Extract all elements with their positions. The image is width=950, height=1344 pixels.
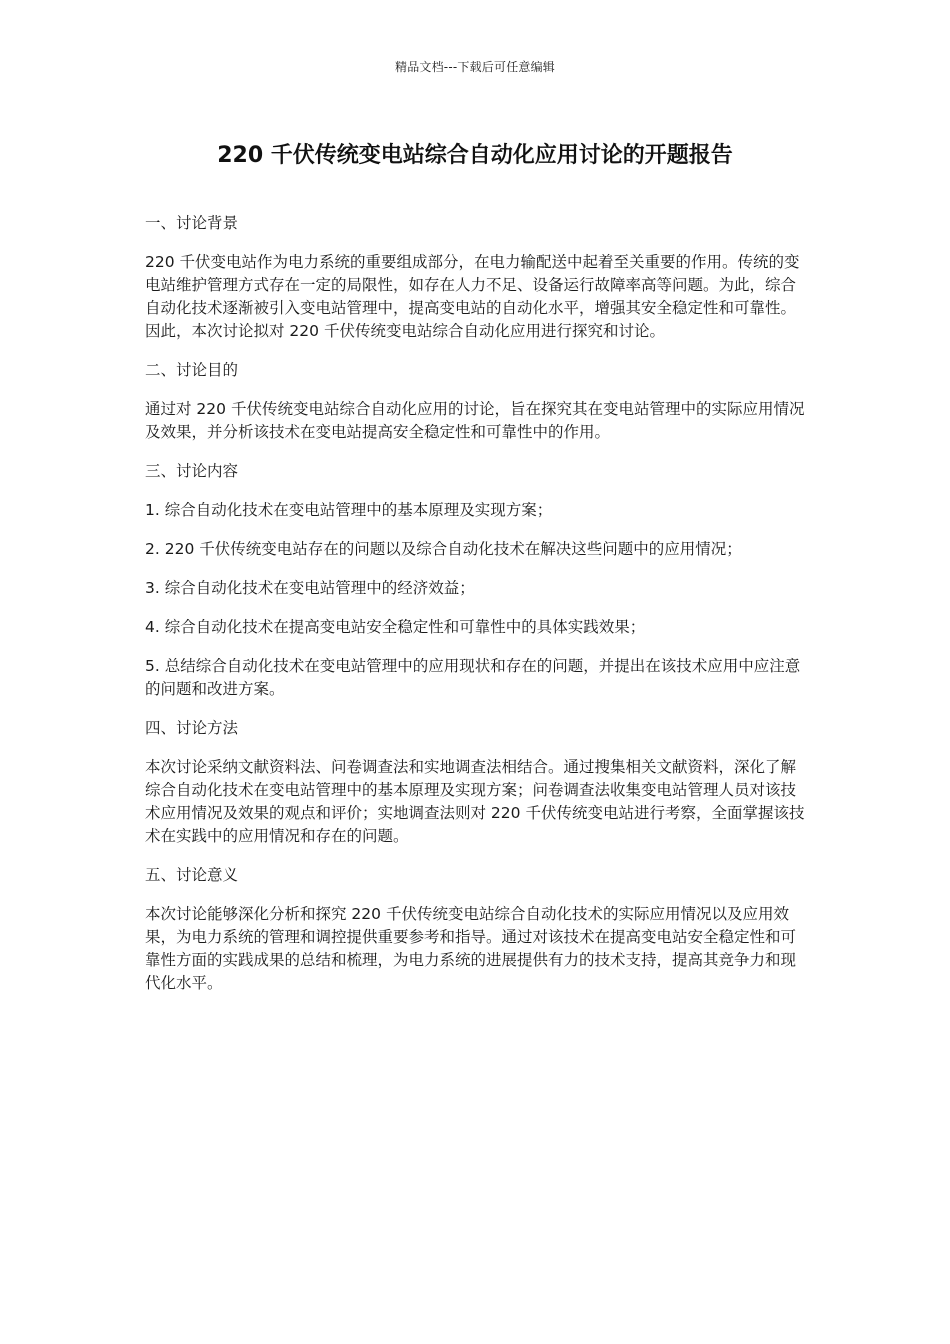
document-title: 220 千伏传统变电站综合自动化应用讨论的开题报告 [217,143,733,168]
section-heading-purpose: 二、讨论目的 [145,361,239,379]
header-note: 精品文档---下载后可任意编辑 [395,60,555,74]
content-list-item: 3. 综合自动化技术在变电站管理中的经济效益； [145,579,475,597]
content-list-item: 5. 总结综合自动化技术在变电站管理中的应用现状和存在的问题，并提出在该技术应用中应注意的问题和改进方案。 [145,657,801,698]
section-body-purpose: 通过对 220 千伏传统变电站综合自动化应用的讨论，旨在探究其在变电站管理中的实际应用情况及效果，并分析该技术在变电站提高安全稳定性和可靠性中的作用。 [145,400,805,441]
section-body-significance: 本次讨论能够深化分析和探究 220 千伏传统变电站综合自动化技术的实际应用情况以及应用效果，为电力系统的管理和调控提供重要参考和指导。通过对该技术在提高变电站安全稳定性和可靠性方面的实践成果的总结和梳理，为电力系统的进展提供有力的技术支持，提高其竞争力和现代化水平。 [145,905,797,992]
document-body [145,212,810,1011]
section-heading-background: 一、讨论背景 [145,214,239,232]
section-heading-significance: 五、讨论意义 [145,866,239,884]
section-heading-content: 三、讨论内容 [145,462,239,480]
section-body-method: 本次讨论采纳文献资料法、问卷调查法和实地调查法相结合。通过搜集相关文献资料，深化了解综合自动化技术在变电站管理中的基本原理及实现方案；问卷调查法收集变电站管理人员对该技术应用情况及效果的观点和评价；实地调查法则对 220 千伏传统变电站进行考察，全面掌握该技术在实践中的应用情况和存在的问题。 [145,758,805,845]
content-list-item: 2. 220 千伏传统变电站存在的问题以及综合自动化技术在解决这些问题中的应用情况； [145,540,742,558]
content-list-item: 1. 综合自动化技术在变电站管理中的基本原理及实现方案； [145,501,553,519]
section-body-background: 220 千伏变电站作为电力系统的重要组成部分，在电力输配送中起着至关重要的作用。传统的变电站维护管理方式存在一定的局限性，如存在人力不足、设备运行故障率高等问题。为此，综合自动化技术逐渐被引入变电站管理中，提高变电站的自动化水平，增强其安全稳定性和可靠性。因此，本次讨论拟对 220 千伏传统变电站综合自动化应用进行探究和讨论。 [145,253,800,340]
section-heading-method: 四、讨论方法 [145,719,239,737]
content-list-item: 4. 综合自动化技术在提高变电站安全稳定性和可靠性中的具体实践效果； [145,618,646,636]
